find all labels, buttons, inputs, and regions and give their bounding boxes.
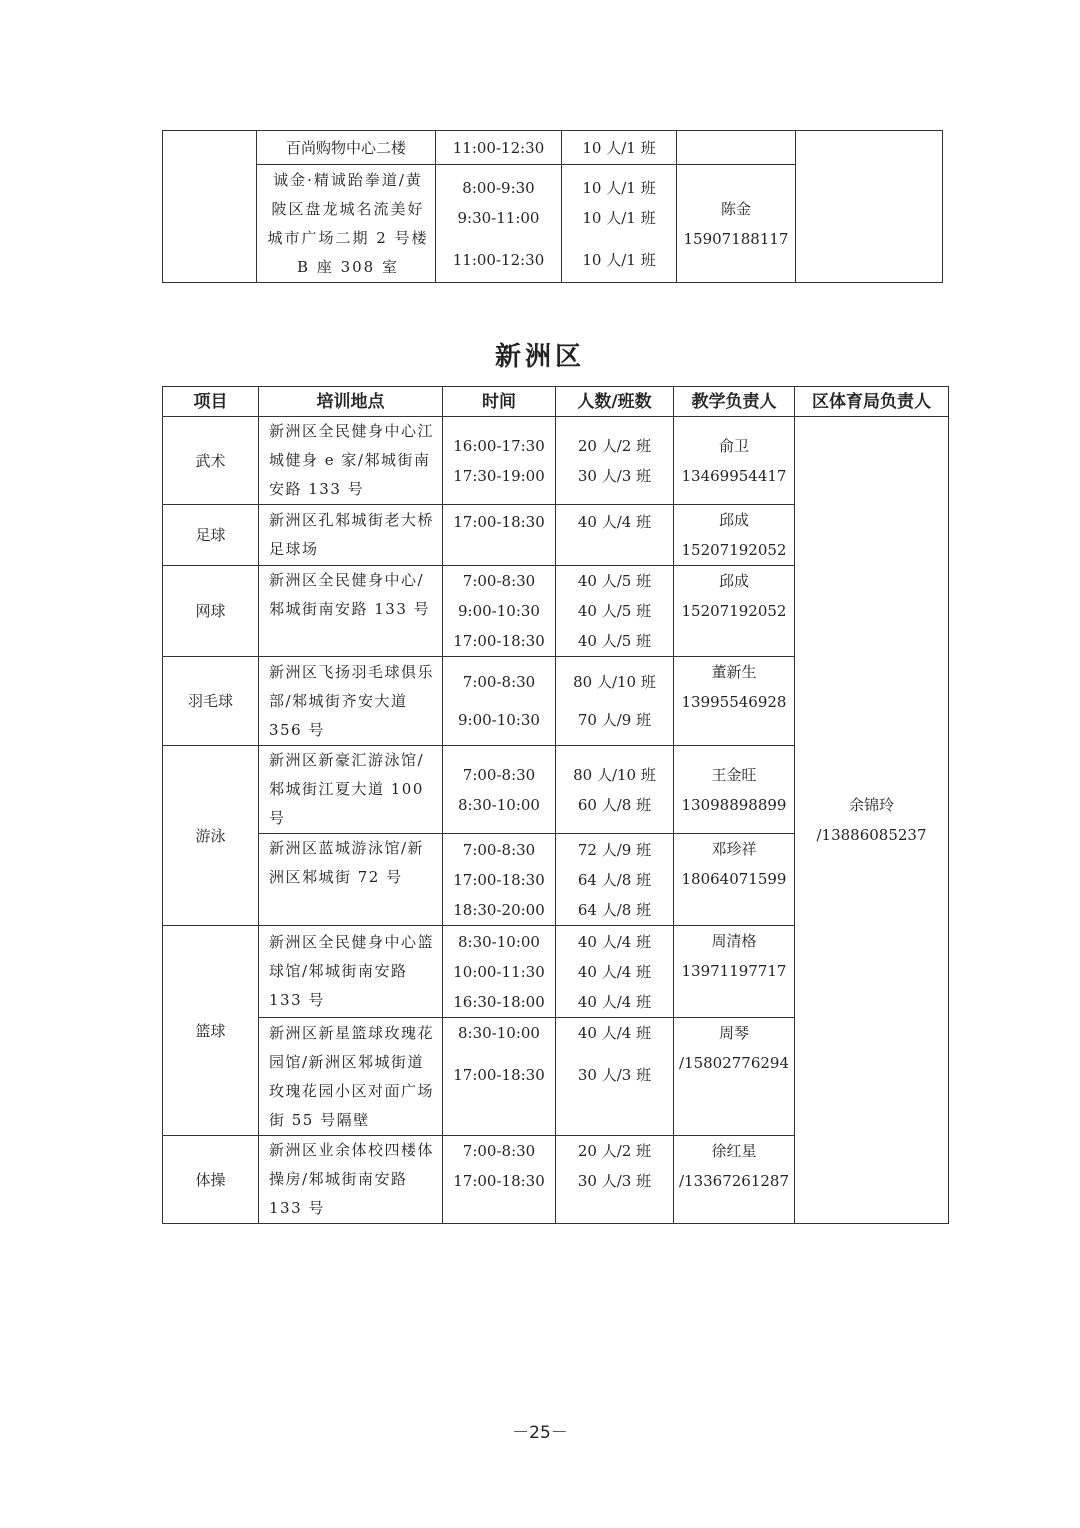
capacity-slot: 30 人/3 班 bbox=[577, 1172, 652, 1190]
capacity-slot: 30 人/3 班 bbox=[577, 1066, 652, 1084]
capacity-slot: 40 人/4 班 bbox=[577, 932, 652, 951]
project-cell: 游泳 bbox=[163, 746, 259, 926]
capacity-slot: 40 人/4 班 bbox=[577, 992, 652, 1011]
time-cell bbox=[443, 926, 556, 1018]
teacher-phone: 15207192052 bbox=[681, 541, 787, 559]
header-time: 时间 bbox=[443, 387, 556, 417]
capacity-slot: 20 人/2 班 bbox=[577, 1142, 652, 1160]
teacher-name: 周清格 bbox=[711, 932, 757, 950]
project-cell-empty bbox=[163, 131, 257, 283]
capacity-slot: 40 人/5 班 bbox=[577, 632, 652, 650]
time-cell: 17:00-18:30 bbox=[443, 505, 556, 566]
teacher-phone: /13367261287 bbox=[678, 1172, 790, 1190]
time-cell bbox=[443, 834, 556, 926]
teacher-phone: 15907188117 bbox=[683, 229, 789, 248]
capacity-slot: 64 人/8 班 bbox=[577, 870, 652, 889]
capacity-slot: 80 人/10 班 bbox=[573, 673, 656, 691]
capacity-slot: 10 人/1 班 bbox=[582, 250, 656, 269]
location-cell: 新洲区孔邾城街老大桥足球场 bbox=[259, 505, 443, 566]
teacher-cell bbox=[674, 505, 795, 566]
teacher-name: 陈金 bbox=[720, 199, 751, 218]
time-cell bbox=[443, 1018, 556, 1136]
time-slot: 9:00-10:30 bbox=[458, 711, 540, 729]
time-cell bbox=[443, 1136, 556, 1224]
teacher-phone: 15207192052 bbox=[681, 602, 787, 620]
capacity-cell bbox=[556, 1136, 674, 1224]
time-cell bbox=[443, 566, 556, 657]
location-cell: 新洲区业余体校四楼体操房/邾城街南安路 133 号 bbox=[259, 1136, 443, 1224]
project-cell: 足球 bbox=[163, 505, 259, 566]
capacity-slot: 80 人/10 班 bbox=[573, 765, 656, 784]
time-cell: 11:00-12:30 bbox=[436, 131, 562, 165]
capacity-slot: 70 人/9 班 bbox=[577, 711, 652, 729]
teacher-name: 董新生 bbox=[711, 663, 757, 681]
capacity-cell bbox=[556, 566, 674, 657]
capacity-cell bbox=[556, 1018, 674, 1136]
teacher-phone: 13098898899 bbox=[681, 795, 787, 814]
teacher-cell bbox=[674, 417, 795, 505]
project-cell: 武术 bbox=[163, 417, 259, 505]
header-teacher: 教学负责人 bbox=[674, 387, 795, 417]
project-cell: 羽毛球 bbox=[163, 657, 259, 746]
time-slot: 17:00-18:30 bbox=[453, 1172, 545, 1190]
time-slot: 17:00-18:30 bbox=[453, 632, 545, 650]
capacity-slot: 40 人/5 班 bbox=[577, 602, 652, 620]
time-slot: 9:30-11:00 bbox=[457, 208, 540, 227]
continuation-table bbox=[162, 130, 943, 283]
capacity-cell bbox=[556, 926, 674, 1018]
time-slot: 16:00-17:30 bbox=[453, 436, 545, 455]
project-cell: 篮球 bbox=[163, 926, 259, 1136]
location-cell: 诚金·精诚跆拳道/黄陂区盘龙城名流美好城市广场二期 2 号楼 B 座 308 室 bbox=[257, 165, 436, 283]
location-cell: 新洲区全民健身中心/邾城街南安路 133 号 bbox=[259, 566, 443, 657]
time-slot: 7:00-8:30 bbox=[462, 840, 536, 859]
table-row bbox=[163, 417, 949, 505]
teacher-cell bbox=[674, 926, 795, 1018]
project-cell: 网球 bbox=[163, 566, 259, 657]
capacity-slot: 40 人/4 班 bbox=[577, 1024, 652, 1042]
time-slot: 18:30-20:00 bbox=[453, 900, 545, 919]
time-slot: 17:00-18:30 bbox=[453, 1066, 545, 1084]
time-cell bbox=[443, 417, 556, 505]
location-cell: 百尚购物中心二楼 bbox=[257, 131, 436, 165]
capacity-slot: 64 人/8 班 bbox=[577, 900, 652, 919]
capacity-slot: 20 人/2 班 bbox=[577, 436, 652, 455]
time-cell bbox=[436, 165, 562, 283]
time-slot: 7:00-8:30 bbox=[462, 1142, 536, 1160]
teacher-phone: 13995546928 bbox=[681, 693, 787, 711]
capacity-slot: 10 人/1 班 bbox=[582, 208, 656, 227]
teacher-cell bbox=[674, 834, 795, 926]
page-number: －25－ bbox=[512, 1423, 568, 1443]
time-slot: 7:00-8:30 bbox=[462, 673, 536, 691]
teacher-phone: /15802776294 bbox=[678, 1054, 790, 1072]
time-slot: 8:00-9:30 bbox=[462, 178, 535, 197]
time-slot: 17:30-19:00 bbox=[453, 466, 545, 485]
capacity-cell bbox=[556, 746, 674, 834]
capacity-slot: 40 人/5 班 bbox=[577, 572, 652, 590]
bureau-cell-empty bbox=[796, 131, 943, 283]
time-slot: 17:00-18:30 bbox=[453, 870, 545, 889]
teacher-cell bbox=[677, 165, 796, 283]
teacher-name: 邱成 bbox=[718, 511, 749, 529]
teacher-name: 王金旺 bbox=[711, 765, 757, 784]
time-slot: 8:30-10:00 bbox=[458, 932, 540, 951]
time-slot: 10:00-11:30 bbox=[453, 962, 545, 981]
bureau-contact-cell bbox=[795, 417, 949, 1224]
teacher-name: 徐红星 bbox=[711, 1142, 757, 1160]
teacher-name: 周琴 bbox=[718, 1024, 749, 1042]
project-cell: 体操 bbox=[163, 1136, 259, 1224]
capacity-slot: 72 人/9 班 bbox=[577, 840, 652, 859]
teacher-cell bbox=[674, 1018, 795, 1136]
capacity-cell bbox=[556, 417, 674, 505]
location-cell: 新洲区全民健身中心江城健身 e 家/邾城街南安路 133 号 bbox=[259, 417, 443, 505]
location-cell: 新洲区飞扬羽毛球俱乐部/邾城街齐安大道 356 号 bbox=[259, 657, 443, 746]
teacher-cell bbox=[674, 657, 795, 746]
capacity-cell: 10 人/1 班 bbox=[562, 131, 677, 165]
teacher-phone: 13971197717 bbox=[681, 962, 787, 980]
time-slot: 7:00-8:30 bbox=[462, 765, 536, 784]
capacity-cell bbox=[556, 834, 674, 926]
capacity-slot: 10 人/1 班 bbox=[582, 178, 656, 197]
time-slot: 8:30-10:00 bbox=[458, 1024, 540, 1042]
section-title: 新洲区 bbox=[494, 342, 585, 372]
capacity-cell bbox=[562, 165, 677, 283]
time-slot: 9:00-10:30 bbox=[458, 602, 540, 620]
bureau-contact-phone: /13886085237 bbox=[816, 826, 927, 844]
location-cell: 新洲区新星篮球玫瑰花园馆/新洲区邾城街道玫瑰花园小区对面广场街 55 号隔壁 bbox=[259, 1018, 443, 1136]
time-slot: 7:00-8:30 bbox=[462, 572, 536, 590]
teacher-name: 邱成 bbox=[718, 572, 749, 590]
teacher-cell bbox=[674, 746, 795, 834]
location-cell: 新洲区新豪汇游泳馆/邾城街江夏大道 100 号 bbox=[259, 746, 443, 834]
time-slot: 11:00-12:30 bbox=[452, 250, 545, 269]
teacher-cell bbox=[674, 566, 795, 657]
location-cell: 新洲区全民健身中心篮球馆/邾城街南安路 133 号 bbox=[259, 926, 443, 1018]
time-cell bbox=[443, 657, 556, 746]
header-location: 培训地点 bbox=[259, 387, 443, 417]
teacher-phone: 18064071599 bbox=[681, 870, 787, 888]
bureau-contact-name: 余锦玲 bbox=[848, 796, 894, 814]
header-capacity: 人数/班数 bbox=[556, 387, 674, 417]
table-header-row bbox=[163, 387, 949, 417]
teacher-name: 俞卫 bbox=[718, 436, 749, 455]
schedule-table bbox=[162, 386, 949, 1224]
time-cell bbox=[443, 746, 556, 834]
capacity-cell bbox=[556, 657, 674, 746]
location-cell: 新洲区蓝城游泳馆/新洲区邾城街 72 号 bbox=[259, 834, 443, 926]
teacher-phone: 13469954417 bbox=[681, 466, 787, 485]
teacher-cell-empty bbox=[677, 131, 796, 165]
capacity-slot: 40 人/4 班 bbox=[577, 962, 652, 981]
header-bureau: 区体育局负责人 bbox=[795, 387, 949, 417]
capacity-slot: 30 人/3 班 bbox=[577, 466, 652, 485]
header-project: 项目 bbox=[163, 387, 259, 417]
capacity-slot: 60 人/8 班 bbox=[577, 795, 652, 814]
time-slot: 16:30-18:00 bbox=[453, 992, 545, 1011]
teacher-name: 邓珍祥 bbox=[711, 840, 757, 858]
time-slot: 8:30-10:00 bbox=[458, 795, 540, 814]
capacity-cell: 40 人/4 班 bbox=[556, 505, 674, 566]
teacher-cell bbox=[674, 1136, 795, 1224]
